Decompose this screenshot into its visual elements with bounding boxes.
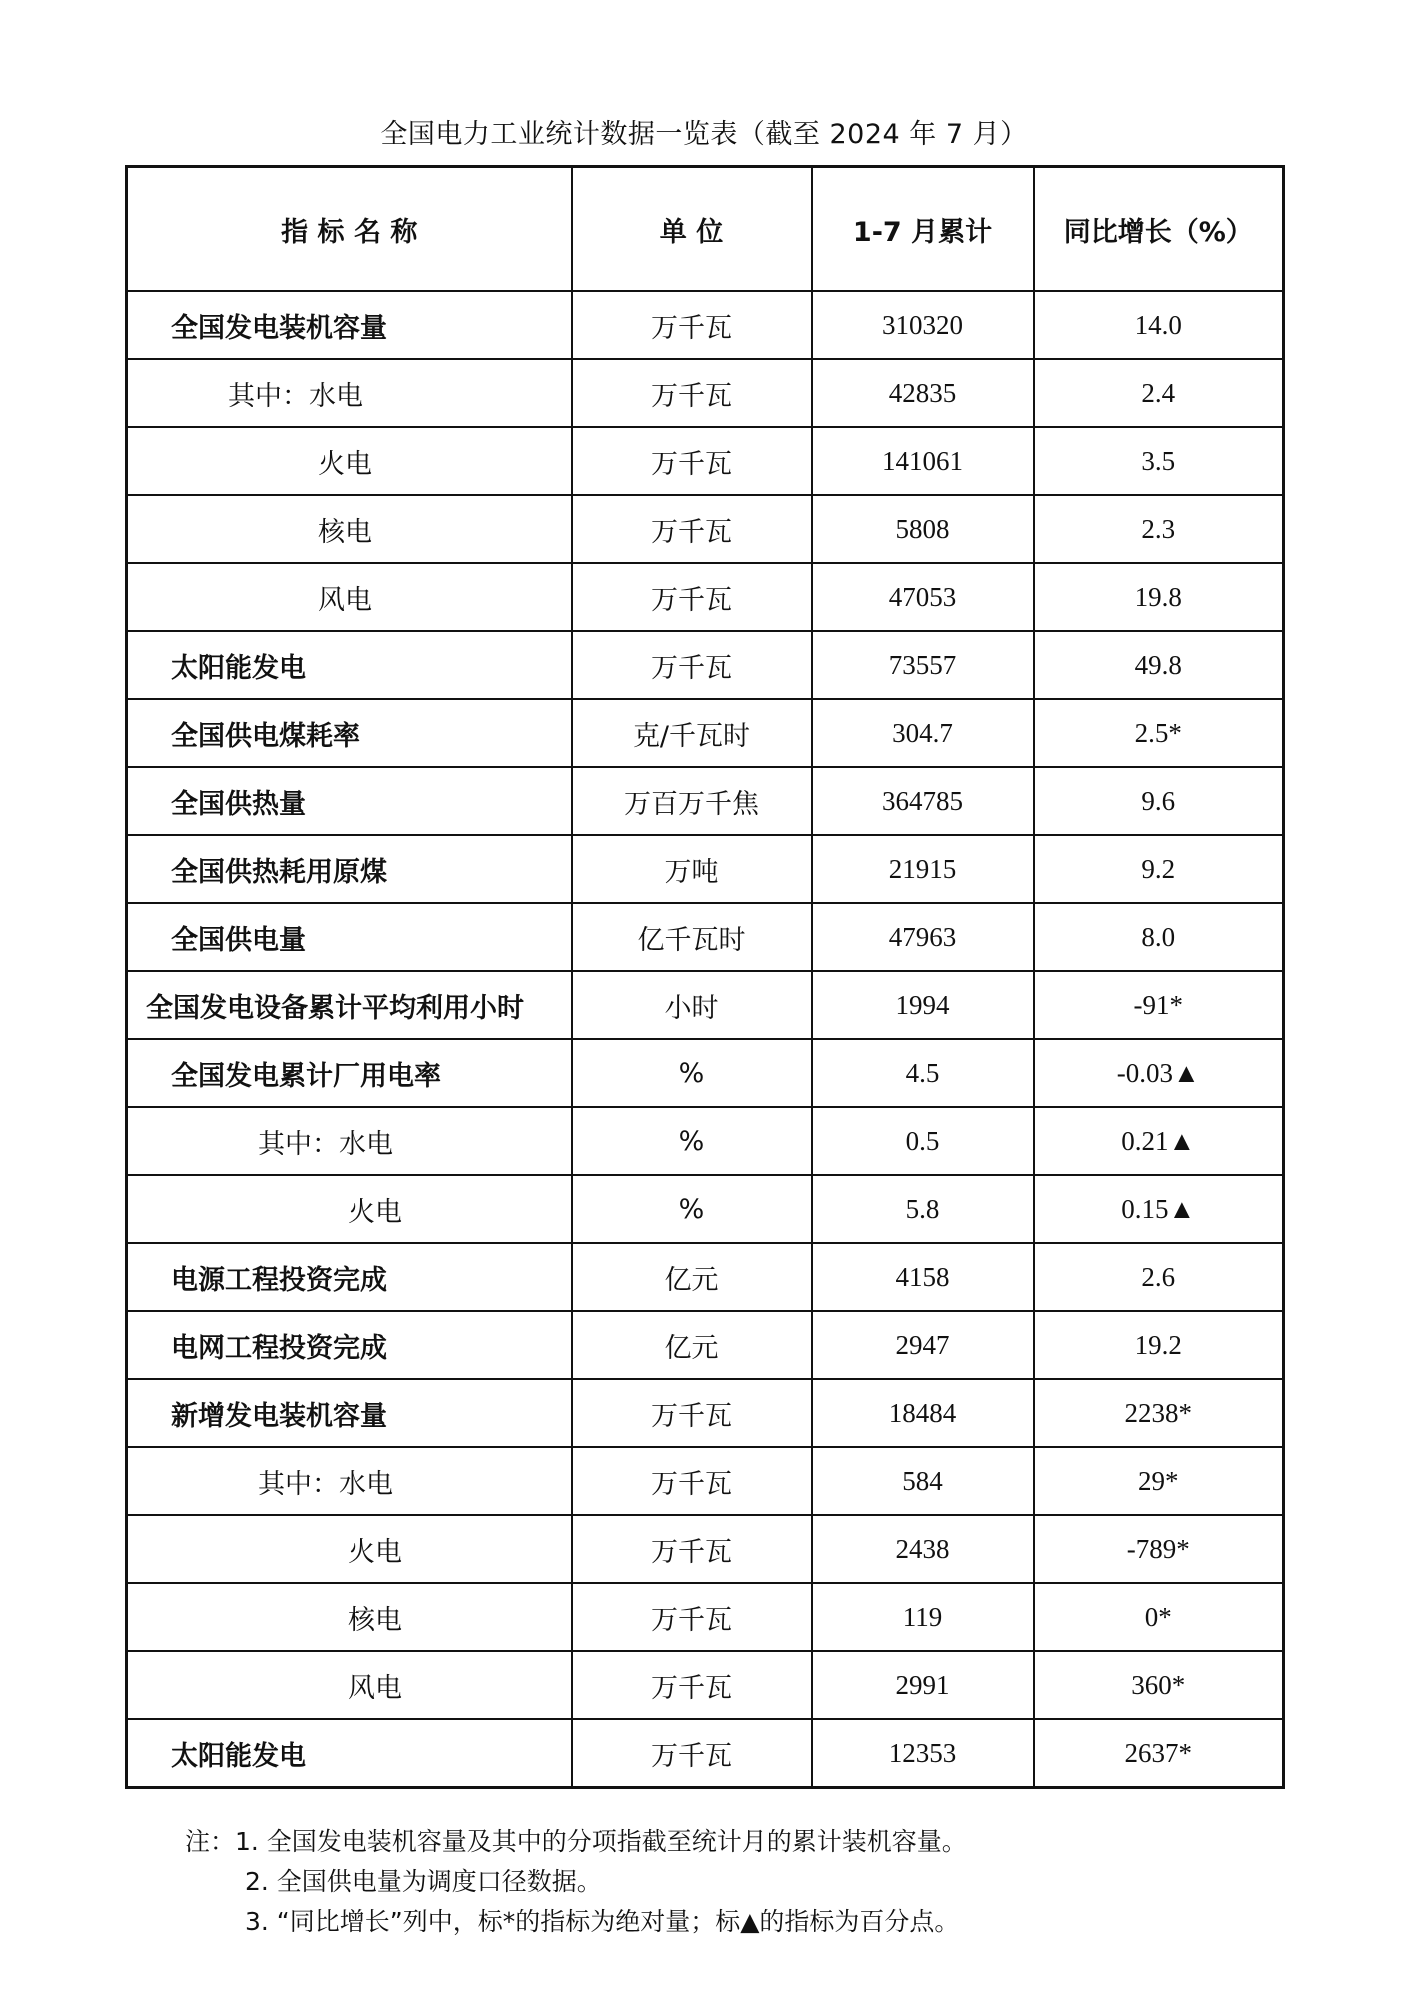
- table-row: [127, 495, 1284, 563]
- row-name: 火电: [127, 1515, 572, 1583]
- row-unit: 亿元: [572, 1311, 812, 1379]
- row-value: 47963: [812, 903, 1034, 971]
- footnote-2: 2. 全国供电量为调度口径数据。: [245, 1867, 602, 1896]
- row-name: 全国发电设备累计平均利用小时: [127, 971, 572, 1039]
- row-unit: 小时: [572, 971, 812, 1039]
- row-growth: 19.8: [1034, 563, 1284, 631]
- row-unit: 万千瓦: [572, 1583, 812, 1651]
- row-growth: 0.15▲: [1034, 1175, 1284, 1243]
- row-growth: 19.2: [1034, 1311, 1284, 1379]
- row-growth: 9.6: [1034, 767, 1284, 835]
- row-name: 电网工程投资完成: [127, 1311, 572, 1379]
- row-value: 2438: [812, 1515, 1034, 1583]
- row-value: 5.8: [812, 1175, 1034, 1243]
- row-value: 5808: [812, 495, 1034, 563]
- table-row: [127, 1651, 1284, 1719]
- footnote-1: 注：1. 全国发电装机容量及其中的分项指截至统计月的累计装机容量。: [185, 1827, 967, 1856]
- row-unit: 万千瓦: [572, 1719, 812, 1788]
- row-growth: 2238*: [1034, 1379, 1284, 1447]
- header-unit: 单 位: [572, 167, 812, 292]
- row-name: 核电: [127, 1583, 572, 1651]
- header-indicator-name: 指 标 名 称: [127, 167, 572, 292]
- header-cumulative: 1-7 月累计: [812, 167, 1034, 292]
- row-value: 18484: [812, 1379, 1034, 1447]
- row-name: 火电: [127, 1175, 572, 1243]
- row-growth: 2.5*: [1034, 699, 1284, 767]
- row-name: 其中：水电: [127, 1107, 572, 1175]
- row-value: 1994: [812, 971, 1034, 1039]
- row-unit: %: [572, 1107, 812, 1175]
- row-unit: 万千瓦: [572, 359, 812, 427]
- row-unit: 万千瓦: [572, 495, 812, 563]
- row-growth: 8.0: [1034, 903, 1284, 971]
- table-row: [127, 903, 1284, 971]
- row-growth: 0.21▲: [1034, 1107, 1284, 1175]
- row-unit: 亿千瓦时: [572, 903, 812, 971]
- table-row: [127, 1039, 1284, 1107]
- row-unit: %: [572, 1039, 812, 1107]
- row-growth: -789*: [1034, 1515, 1284, 1583]
- table-row: [127, 1311, 1284, 1379]
- row-value: 119: [812, 1583, 1034, 1651]
- table-header-row: [127, 167, 1284, 292]
- row-value: 2991: [812, 1651, 1034, 1719]
- row-value: 310320: [812, 291, 1034, 359]
- table-row: [127, 563, 1284, 631]
- row-value: 584: [812, 1447, 1034, 1515]
- row-value: 73557: [812, 631, 1034, 699]
- table-row: [127, 1515, 1284, 1583]
- row-name: 火电: [127, 427, 572, 495]
- table-row: [127, 427, 1284, 495]
- row-unit: 万千瓦: [572, 1651, 812, 1719]
- row-name: 太阳能发电: [127, 631, 572, 699]
- row-unit: 亿元: [572, 1243, 812, 1311]
- row-value: 141061: [812, 427, 1034, 495]
- row-unit: %: [572, 1175, 812, 1243]
- table-row: [127, 1243, 1284, 1311]
- row-value: 364785: [812, 767, 1034, 835]
- row-name: 电源工程投资完成: [127, 1243, 572, 1311]
- table-row: [127, 359, 1284, 427]
- table-row: [127, 1447, 1284, 1515]
- header-yoy-growth: 同比增长（%）: [1034, 167, 1284, 292]
- row-name: 全国供热量: [127, 767, 572, 835]
- row-name: 新增发电装机容量: [127, 1379, 572, 1447]
- row-unit: 万千瓦: [572, 563, 812, 631]
- row-name: 全国供热耗用原煤: [127, 835, 572, 903]
- row-value: 304.7: [812, 699, 1034, 767]
- row-value: 0.5: [812, 1107, 1034, 1175]
- row-unit: 万千瓦: [572, 1447, 812, 1515]
- table-row: [127, 631, 1284, 699]
- statistics-table: [125, 165, 1285, 1789]
- row-value: 4158: [812, 1243, 1034, 1311]
- row-name: 核电: [127, 495, 572, 563]
- row-value: 2947: [812, 1311, 1034, 1379]
- table-row: [127, 1175, 1284, 1243]
- row-unit: 万千瓦: [572, 631, 812, 699]
- row-unit: 万千瓦: [572, 1379, 812, 1447]
- row-value: 47053: [812, 563, 1034, 631]
- table-row: [127, 767, 1284, 835]
- row-growth: -0.03▲: [1034, 1039, 1284, 1107]
- row-growth: 9.2: [1034, 835, 1284, 903]
- row-growth: -91*: [1034, 971, 1284, 1039]
- row-name: 风电: [127, 563, 572, 631]
- row-growth: 49.8: [1034, 631, 1284, 699]
- row-value: 4.5: [812, 1039, 1034, 1107]
- row-growth: 360*: [1034, 1651, 1284, 1719]
- row-growth: 2.4: [1034, 359, 1284, 427]
- row-growth: 2637*: [1034, 1719, 1284, 1788]
- row-unit: 万百万千焦: [572, 767, 812, 835]
- row-name: 其中：水电: [127, 359, 572, 427]
- row-name: 全国供电煤耗率: [127, 699, 572, 767]
- table-row: [127, 1379, 1284, 1447]
- row-growth: 2.6: [1034, 1243, 1284, 1311]
- table-row: [127, 291, 1284, 359]
- page-title: 全国电力工业统计数据一览表（截至 2024 年 7 月）: [380, 119, 1028, 150]
- footnote-3: 3. “同比增长”列中，标*的指标为绝对量；标▲的指标为百分点。: [245, 1907, 960, 1936]
- table-row: [127, 1107, 1284, 1175]
- row-unit: 万千瓦: [572, 1515, 812, 1583]
- row-unit: 万千瓦: [572, 291, 812, 359]
- row-unit: 万千瓦: [572, 427, 812, 495]
- row-name: 全国发电累计厂用电率: [127, 1039, 572, 1107]
- row-name: 风电: [127, 1651, 572, 1719]
- table-row: [127, 1583, 1284, 1651]
- row-name: 太阳能发电: [127, 1719, 572, 1788]
- row-value: 21915: [812, 835, 1034, 903]
- row-unit: 克/千瓦时: [572, 699, 812, 767]
- row-value: 42835: [812, 359, 1034, 427]
- table-row: [127, 1719, 1284, 1788]
- row-growth: 2.3: [1034, 495, 1284, 563]
- row-growth: 14.0: [1034, 291, 1284, 359]
- row-name: 其中：水电: [127, 1447, 572, 1515]
- row-unit: 万吨: [572, 835, 812, 903]
- table-row: [127, 971, 1284, 1039]
- row-value: 12353: [812, 1719, 1034, 1788]
- row-growth: 3.5: [1034, 427, 1284, 495]
- row-growth: 0*: [1034, 1583, 1284, 1651]
- footnotes: [185, 1822, 967, 1942]
- table-row: [127, 699, 1284, 767]
- table-row: [127, 835, 1284, 903]
- row-name: 全国供电量: [127, 903, 572, 971]
- row-growth: 29*: [1034, 1447, 1284, 1515]
- row-name: 全国发电装机容量: [127, 291, 572, 359]
